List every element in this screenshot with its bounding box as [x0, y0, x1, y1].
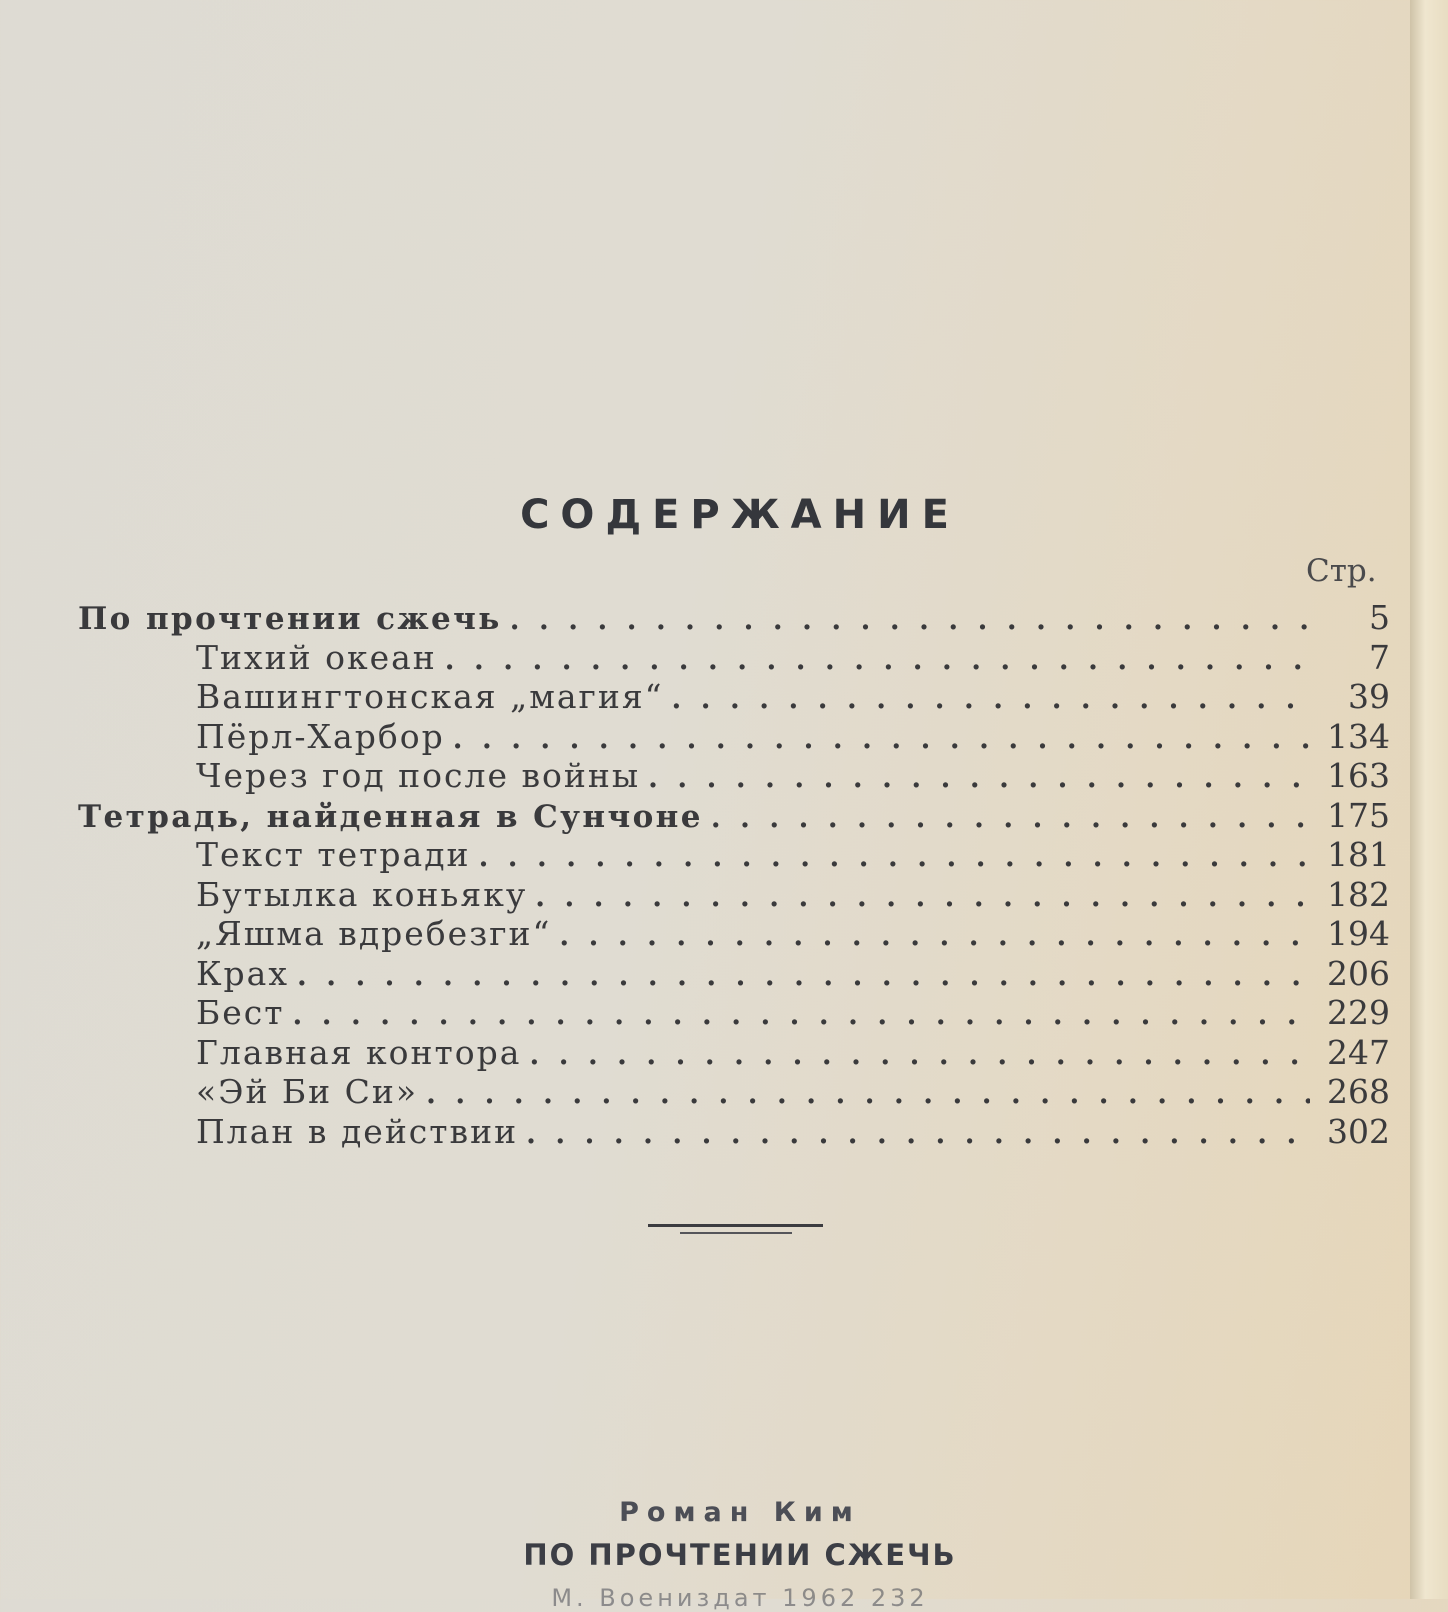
- toc-entry: [78, 835, 1390, 875]
- divider-line-short: [680, 1232, 792, 1234]
- toc-entry-page: 181: [1327, 835, 1390, 874]
- contents-title: СОДЕРЖАНИЕ: [520, 492, 960, 538]
- dot-leader: [672, 677, 1310, 716]
- page-edge: [1410, 0, 1448, 1599]
- table-of-contents: [78, 598, 1390, 1151]
- dot-leader: [453, 717, 1310, 756]
- toc-entry-label: Бест: [196, 993, 285, 1032]
- dot-leader: [711, 799, 1310, 835]
- toc-entry-page: 206: [1327, 953, 1390, 993]
- toc-entry-label: «Эй Би Си»: [196, 1072, 419, 1111]
- toc-entry-page: 194: [1327, 914, 1390, 953]
- toc-entry: [78, 756, 1390, 796]
- book-imprint: М. Воениздат 1962 232: [551, 1584, 929, 1612]
- dot-leader: [293, 993, 1310, 1032]
- dot-leader: [559, 914, 1310, 953]
- toc-entry-label: „Яшма вдребезги“: [196, 914, 552, 953]
- dot-leader: [479, 835, 1310, 874]
- dot-leader: [535, 875, 1310, 914]
- toc-entry-label: Вашингтонская „магия“: [196, 677, 664, 716]
- toc-entry: [78, 875, 1390, 915]
- dot-leader: [426, 1072, 1310, 1111]
- toc-entry-page: 175: [1327, 795, 1390, 835]
- toc-entry: [78, 677, 1390, 717]
- dot-leader: [526, 1112, 1310, 1151]
- toc-entry: [78, 717, 1390, 757]
- toc-entry-page: 39: [1348, 677, 1390, 716]
- dot-leader: [297, 954, 1310, 993]
- toc-entry: [78, 796, 1390, 836]
- divider-line-long: [648, 1224, 823, 1227]
- toc-entry-page: 182: [1327, 874, 1390, 914]
- toc-entry-page: 229: [1327, 993, 1390, 1032]
- dot-leader: [510, 601, 1310, 637]
- toc-entry: [78, 1033, 1390, 1073]
- toc-entry: [78, 1112, 1390, 1152]
- toc-entry-label: Через год после войны: [196, 756, 641, 795]
- toc-entry-label: Пёрл-Харбор: [196, 716, 445, 756]
- toc-entry-label: Текст тетради: [196, 835, 471, 874]
- toc-entry-label: По прочтении сжечь: [78, 601, 502, 637]
- toc-entry-label: План в действии: [196, 1111, 519, 1151]
- book-title: ПО ПРОЧТЕНИИ СЖЕЧЬ: [523, 1538, 957, 1572]
- toc-entry-page: 268: [1327, 1072, 1390, 1111]
- section-divider: [648, 1224, 823, 1234]
- toc-entry-label: Тетрадь, найденная в Сунчоне: [78, 798, 703, 835]
- book-author: Роман Ким: [619, 1497, 861, 1528]
- toc-entry-page: 134: [1327, 716, 1390, 756]
- toc-entry: [78, 914, 1390, 954]
- toc-entry-label: Крах: [196, 953, 289, 993]
- toc-entry: [78, 1072, 1390, 1112]
- toc-entry-label: Главная контора: [196, 1032, 522, 1072]
- toc-entry-page: 7: [1369, 637, 1390, 677]
- dot-leader: [529, 1033, 1310, 1072]
- toc-entry-page: 302: [1327, 1111, 1390, 1151]
- toc-entry: [78, 954, 1390, 994]
- page-column-label: Стр.: [1306, 553, 1377, 589]
- toc-entry: [78, 638, 1390, 678]
- toc-entry-page: 247: [1327, 1032, 1390, 1072]
- toc-entry-page: 163: [1327, 756, 1390, 795]
- toc-entry-label: Тихий океан: [196, 637, 437, 677]
- toc-entry-label: Бутылка коньяку: [196, 874, 528, 914]
- toc-entry: [78, 598, 1390, 638]
- toc-entry: [78, 993, 1390, 1033]
- dot-leader: [648, 756, 1310, 795]
- toc-entry-page: 5: [1369, 598, 1390, 637]
- dot-leader: [445, 638, 1310, 677]
